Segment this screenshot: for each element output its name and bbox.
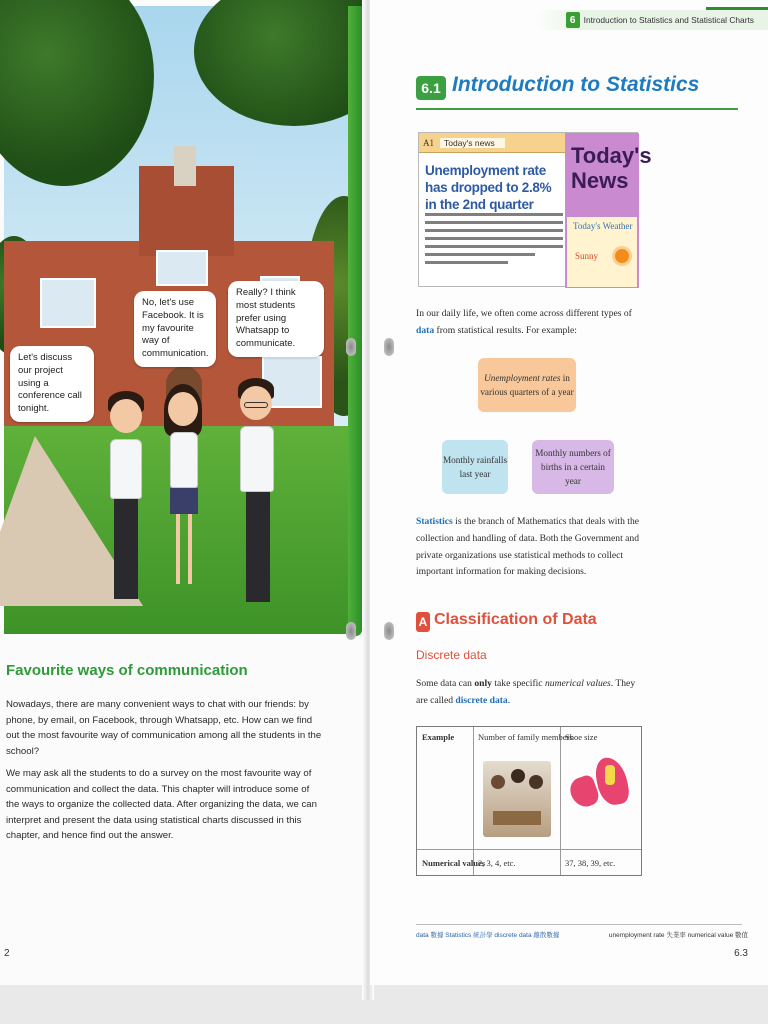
table-header: Example [422, 732, 455, 742]
news-masthead: Today's News [571, 143, 652, 194]
subsection-subtitle: Discrete data [416, 648, 487, 662]
glossary-left: data 數據 Statistics 統計學 discrete data 離散數據 [416, 932, 560, 939]
intro-paragraph: Nowadays, there are many convenient ways to chat with our friends: by phone, by email, on Facebook, through Whatsapp, etc. How can we find out the most favourite way of communication among all the students in the school? [6, 699, 322, 757]
chapter-number-badge: 6 [566, 12, 580, 28]
footer-divider [416, 924, 742, 925]
glossary-right: unemployment rate 失業率 numerical value 數值 [608, 932, 748, 939]
news-tab: Today's news [440, 138, 505, 148]
chapter-header [536, 10, 768, 30]
example-box-births: Monthly numbers of births in a certain year [532, 440, 614, 494]
page-number: 2 [4, 948, 10, 959]
boy-character [106, 391, 146, 621]
weather-label: Today's Weather [573, 221, 633, 231]
section-underline [416, 108, 738, 110]
girl-character [164, 384, 204, 604]
section-title: Introduction to Statistics [452, 73, 700, 96]
intro-text: In our daily life, we often come across different types of data from statistical results. For example: [416, 308, 632, 336]
section-heading: Favourite ways of communication [6, 662, 248, 679]
right-page [370, 0, 768, 985]
table-header: Number of family members [478, 732, 573, 742]
chapter-title: Introduction to Statistics and Statistical Charts [583, 15, 754, 25]
speech-bubble: No, let's use Facebook. It is my favourite way of communication. [134, 291, 216, 367]
discrete-data-text: Some data can only take specific numerical values. They are called discrete data. [416, 678, 636, 706]
left-page [0, 0, 366, 985]
table-header: Shoe size [565, 732, 598, 742]
chapter-illustration [4, 6, 360, 634]
discrete-data-table [416, 726, 642, 876]
example-box-rainfall: Monthly rainfalls last year [442, 440, 508, 494]
window [40, 278, 96, 328]
shoe-laces [605, 765, 615, 785]
binder-hole [384, 622, 394, 640]
subsection-title: Classification of Data [434, 611, 597, 628]
news-topbar [419, 133, 565, 153]
tower-spire [174, 146, 196, 186]
example-box-unemployment: Unemployment rates in various quarters of a year [478, 358, 576, 412]
binder-hole [384, 338, 394, 356]
intro-paragraph: We may ask all the students to do a survey on the most favourite way of communication and collect the data. This chapter will introduce some of the ways to organize the collected data. After organizing the data, we can interpret and present the data using statistical charts discussed in this chapter, and hence find out the answer. [6, 768, 317, 842]
window [156, 250, 208, 286]
binder-hole [346, 622, 356, 640]
speech-bubble: Really? I think most students prefer using Whatsapp to communicate. [228, 281, 324, 357]
family-photo [483, 761, 551, 837]
news-body-text [425, 213, 563, 269]
sun-icon [615, 249, 629, 263]
newspaper-illustration [418, 132, 652, 287]
news-masthead-panel [565, 133, 652, 288]
speech-bubble: Let's discuss our project using a conference call tonight. [10, 346, 94, 422]
green-page-edge [348, 6, 362, 636]
subsection-letter: A [416, 612, 430, 632]
table-cell: 2, 3, 4, etc. [478, 858, 516, 868]
table-row-label: Numerical values [422, 858, 486, 868]
boy-with-glasses-character [236, 378, 276, 618]
tree-left [0, 0, 154, 186]
section-number-badge: 6.1 [416, 76, 446, 100]
table-cell: 37, 38, 39, etc. [565, 858, 616, 868]
news-headline: Unemployment rate has dropped to 2.8% in the 2nd quarter [425, 163, 552, 212]
statistics-definition: Statistics is the branch of Mathematics that deals with the collection and handling of data. Both the Government and private organizations use statistical methods to collect important information for making decisions. [416, 516, 640, 578]
weather-value: Sunny [575, 251, 599, 261]
binder-hole [346, 338, 356, 356]
page-number: 6.3 [734, 948, 748, 959]
news-section-label: A1 [423, 137, 434, 148]
